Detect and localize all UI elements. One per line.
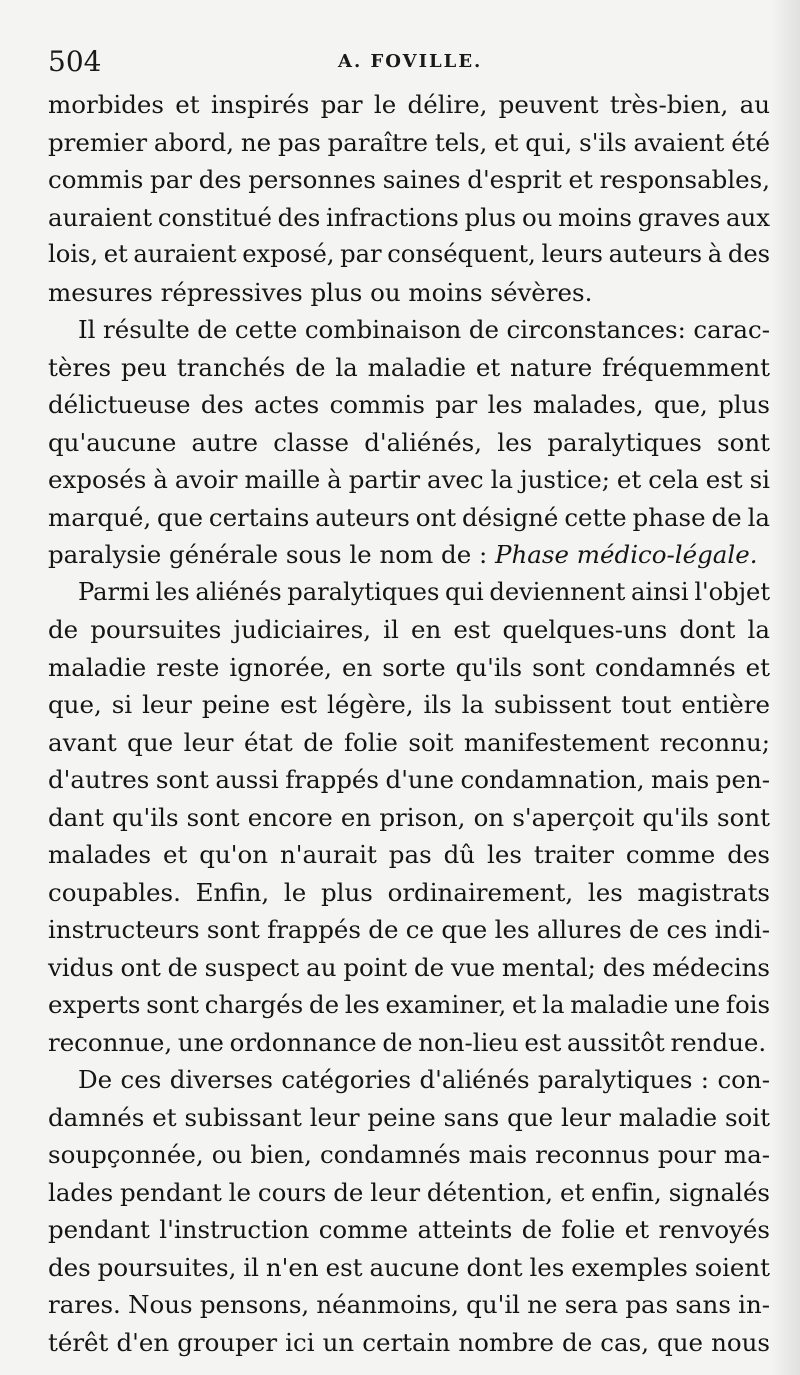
text-line: auraient constitué des infractions plus ou moins graves aux — [48, 202, 770, 232]
text-line: De ces diverses catégories d'aliénés paralytiques : con- — [78, 1065, 770, 1094]
text-line: lois, et auraient exposé, par conséquent, leurs auteurs à des — [48, 240, 770, 268]
paragraph-1 — [48, 86, 770, 311]
text-line: lades pendant le cours de leur détention, et enfin, signalés — [48, 1177, 770, 1207]
text-line: avant que leur état de folie soit manifestement reconnu; — [48, 727, 770, 757]
text-line: coupables. Enfin, le plus ordinairement, les magistrats — [48, 877, 770, 907]
text-line: damnés et subissant leur peine sans que leur maladie soit — [48, 1102, 770, 1132]
text-line: vidus ont de suspect au point de vue mental; des médecins — [48, 952, 770, 982]
text-line: commis par des personnes saines d'esprit et responsables, — [48, 165, 770, 194]
text-line: que, si leur peine est légère, ils la subissent tout entière — [48, 690, 770, 719]
text-line: soupçonnée, ou bien, condamnés mais reconnus pour ma- — [48, 1140, 770, 1169]
text-line: marqué, que certains auteurs ont désigné cette phase de la — [48, 502, 770, 532]
text-line: exposés à avoir maille à partir avec la justice; et cela est si — [48, 465, 770, 494]
text-line: des poursuites, il n'en est aucune dont les exemples soient — [48, 1252, 770, 1282]
running-head: A. FOVILLE. — [338, 51, 483, 72]
text-line: dant qu'ils sont encore en prison, on s'aperçoit qu'ils sont — [48, 802, 770, 832]
paragraph-4 — [48, 1061, 770, 1361]
text-line: d'autres sont aussi frappés d'une condamnation, mais pen- — [48, 765, 770, 794]
paragraph-3 — [48, 574, 770, 1062]
text-line — [48, 536, 770, 574]
text-line: reconnue, une ordonnance de non-lieu est aussitôt rendue. — [48, 1027, 767, 1057]
body-text — [48, 86, 770, 1361]
text-line: malades et qu'on n'aurait pas dû les traiter comme des — [48, 840, 770, 869]
text-line: premier abord, ne pas paraître tels, et qui, s'ils avaient été — [48, 127, 770, 157]
italic-phrase: Phase médico-légale. — [495, 540, 758, 569]
text-line: tères peu tranchés de la maladie et nature fréquemment — [48, 352, 770, 382]
text-line: Parmi les aliénés paralytiques qui deviennent ainsi l'objet — [78, 577, 770, 606]
text-line: morbides et inspirés par le délire, peuvent très-bien, au — [48, 90, 770, 119]
text-line: térêt d'en grouper ici un certain nombre de cas, que nous — [48, 1327, 770, 1357]
text-line: rares. Nous pensons, néanmoins, qu'il ne sera pas sans in- — [48, 1290, 770, 1319]
page-header — [48, 44, 768, 80]
text-line: mesures répressives plus ou moins sévères. — [48, 277, 593, 307]
page-number: 504 — [48, 45, 102, 78]
text-line: Il résulte de cette combinaison de circonstances: carac- — [78, 315, 770, 344]
text-line: de poursuites judiciaires, il en est quelques-uns dont la — [48, 615, 770, 644]
text-line: maladie reste ignorée, en sorte qu'ils sont condamnés et — [48, 652, 770, 682]
text-line: experts sont chargés de les examiner, et la maladie une fois — [48, 990, 770, 1019]
page-edge-shadow — [770, 0, 800, 1375]
text-line: délictueuse des actes commis par les malades, que, plus — [48, 390, 770, 419]
text-line-start: paralysie générale sous le nom de : — [48, 540, 488, 569]
text-line: qu'aucune autre classe d'aliénés, les paralytiques sont — [48, 427, 770, 457]
text-line: pendant l'instruction comme atteints de folie et renvoyés — [48, 1215, 770, 1244]
paragraph-2 — [48, 311, 770, 574]
text-line: instructeurs sont frappés de ce que les allures de ces indi- — [48, 915, 770, 944]
